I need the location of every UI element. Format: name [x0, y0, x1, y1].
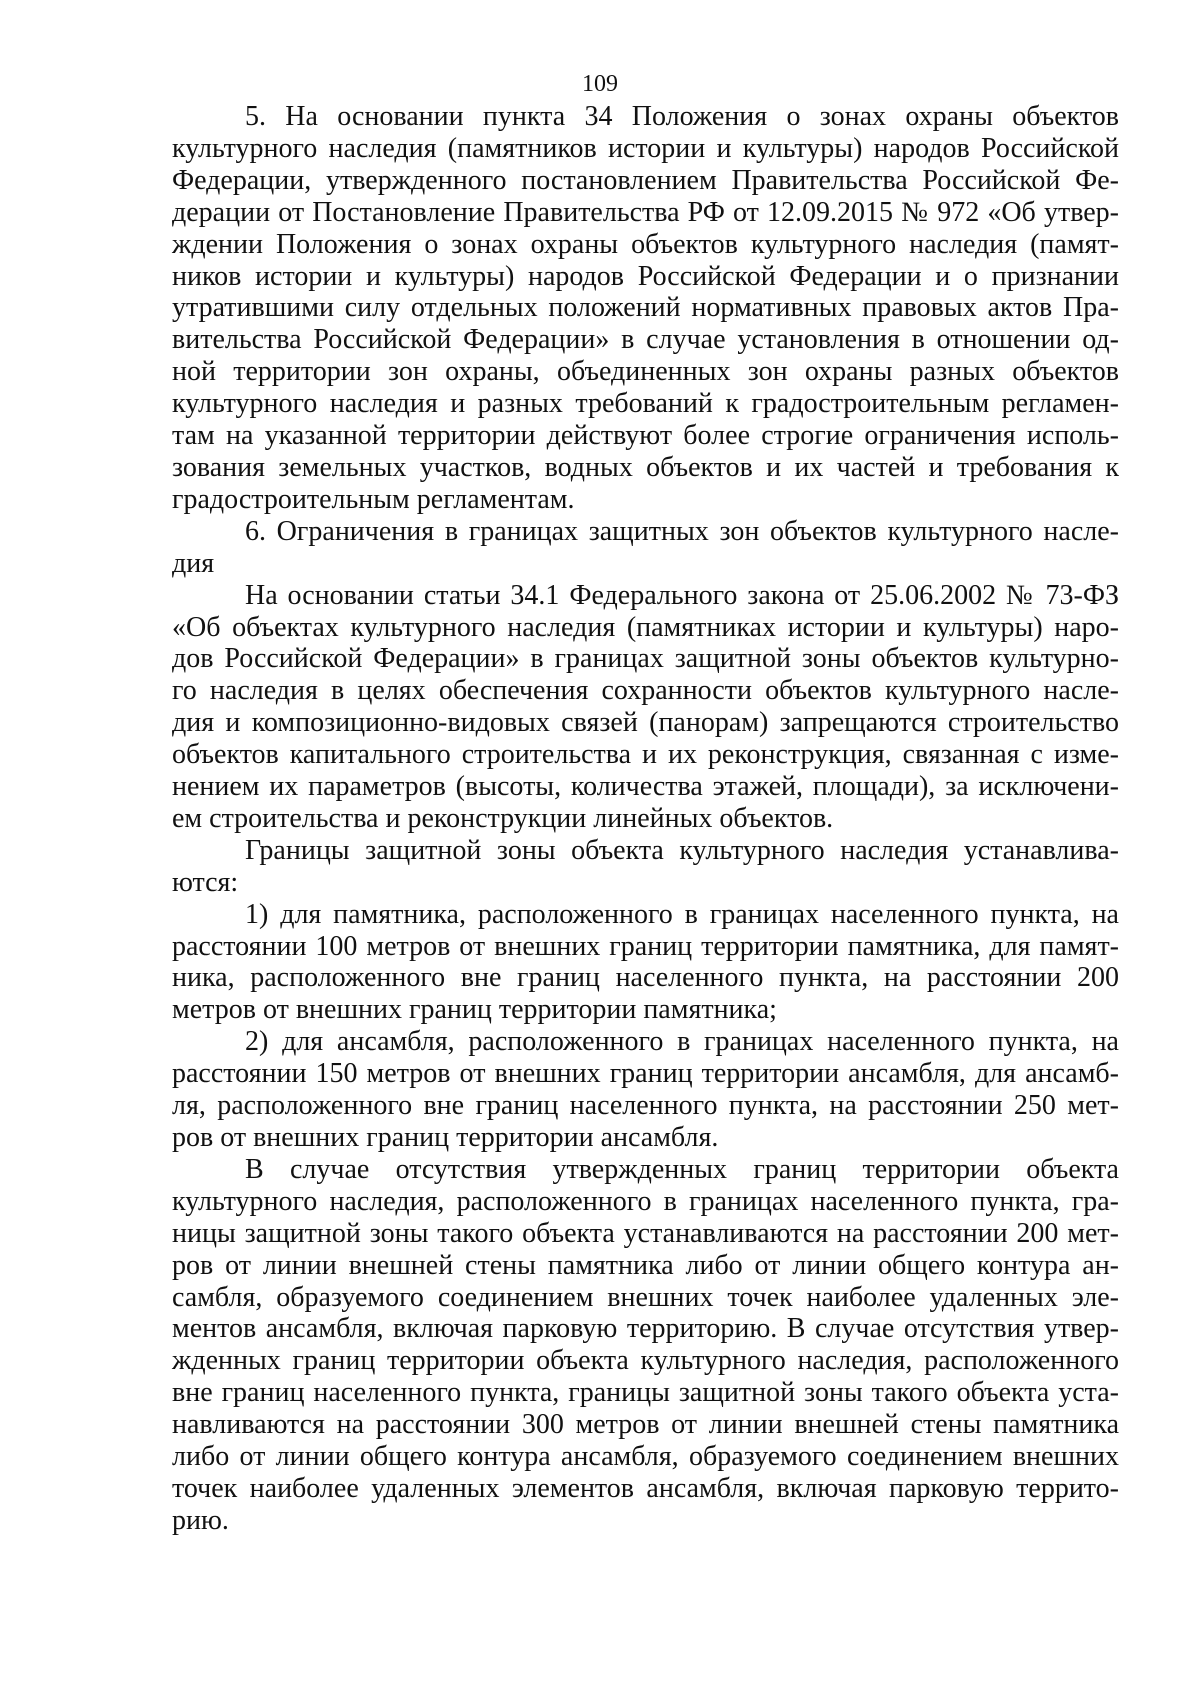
text-line: 6. Ограничения в границах защитных зон объектов культурного насле-	[245, 515, 1119, 547]
text-line: На основании статьи 34.1 Федерального закона от 25.06.2002 № 73-ФЗ	[245, 579, 1119, 611]
text-line: го наследия в целях обеспечения сохранности объектов культурного насле-	[172, 675, 1119, 707]
text-line: дия и композиционно-видовых связей (панорам) запрещаются строительство	[172, 707, 1119, 739]
text-line: ров от внешних границ территории ансамбля.	[172, 1122, 719, 1153]
text-line: ницы защитной зоны такого объекта устанавливаются на расстоянии 200 мет-	[172, 1217, 1119, 1249]
text-line: либо от линии общего контура ансамбля, образуемого соединением внешних	[172, 1441, 1119, 1473]
page-number: 109	[582, 71, 618, 97]
list-item-ensemble	[172, 1026, 1119, 1154]
text-line: навливаются на расстоянии 300 метров от линии внешней стены памятника	[172, 1409, 1119, 1441]
text-line: дерации от Постановление Правительства РФ от 12.09.2015 № 972 «Об утвер-	[172, 196, 1119, 228]
text-line: расстоянии 100 метров от внешних границ территории памятника, для памят-	[172, 930, 1119, 962]
text-line: 1) для памятника, расположенного в границах населенного пункта, на	[245, 898, 1119, 930]
text-line: утратившими силу отдельных положений нормативных правовых актов Пра-	[172, 292, 1119, 324]
text-line: ем строительства и реконструкции линейных объектов.	[172, 802, 834, 834]
text-line: метров от внешних границ территории памятника;	[172, 994, 777, 1026]
text-line: дия	[172, 547, 215, 579]
text-line: вительства Российской Федерации» в случае установления в отношении од-	[172, 324, 1119, 356]
text-line: точек наиболее удаленных элементов ансамбля, включая парковую террито-	[172, 1472, 1119, 1504]
paragraph-5-protection-zones	[172, 101, 1119, 516]
text-line: 5. На основании пункта 34 Положения о зонах охраны объектов	[245, 101, 1119, 132]
text-line: культурного наследия и разных требований к градостроительным регламен-	[172, 388, 1119, 420]
text-line: ров от линии внешней стены памятника либо от линии общего контура ан-	[172, 1249, 1119, 1281]
text-line: градостроительным регламентам.	[172, 483, 575, 515]
text-line: расстоянии 150 метров от внешних границ территории ансамбля, для ансамб-	[172, 1058, 1119, 1090]
document-body	[172, 101, 1119, 1537]
text-line: ментов ансамбля, включая парковую территорию. В случае отсутствия утвер-	[172, 1313, 1119, 1345]
text-line: нением их параметров (высоты, количества этажей, площади), за исключени-	[172, 771, 1119, 803]
text-line: Границы защитной зоны объекта культурного наследия устанавлива-	[245, 834, 1119, 866]
text-line: жденных границ территории объекта культурного наследия, расположенного	[172, 1345, 1119, 1377]
text-line: самбля, образуемого соединением внешних точек наиболее удаленных эле-	[172, 1281, 1119, 1313]
text-line: вне границ населенного пункта, границы защитной зоны такого объекта уста-	[172, 1377, 1119, 1409]
text-line: культурного наследия (памятников истории и культуры) народов Российской	[172, 132, 1119, 164]
text-line: ника, расположенного вне границ населенного пункта, на расстоянии 200	[172, 962, 1119, 994]
text-line: там на указанной территории действуют более строгие ограничения исполь-	[172, 420, 1119, 452]
text-line: ной территории зон охраны, объединенных зон охраны разных объектов	[172, 356, 1119, 388]
text-line: В случае отсутствия утвержденных границ территории объекта	[245, 1153, 1119, 1185]
text-line: «Об объектах культурного наследия (памятниках истории и культуры) наро-	[172, 611, 1119, 643]
text-line: ников истории и культуры) народов Российской Федерации и о признании	[172, 260, 1119, 292]
text-line: культурного наследия, расположенного в границах населенного пункта, гра-	[172, 1185, 1119, 1217]
text-line: 2) для ансамбля, расположенного в границах населенного пункта, на	[245, 1026, 1119, 1058]
text-line: Федерации, утвержденного постановлением Правительства Российской Фе-	[172, 164, 1119, 196]
text-line: ются:	[172, 866, 239, 898]
text-line: зования земельных участков, водных объектов и их частей и требования к	[172, 451, 1119, 483]
paragraph-6-heading	[172, 516, 1119, 580]
paragraph-article-34-1	[172, 580, 1119, 835]
text-line: объектов капитального строительства и их реконструкция, связанная с изме-	[172, 739, 1119, 771]
text-line: дов Российской Федерации» в границах защитной зоны объектов культурно-	[172, 643, 1119, 675]
text-line: ля, расположенного вне границ населенного пункта, на расстоянии 250 мет-	[172, 1090, 1119, 1122]
paragraph-boundaries-intro	[172, 835, 1119, 899]
paragraph-no-approved-boundaries	[172, 1154, 1119, 1537]
text-line: рию.	[172, 1504, 229, 1536]
list-item-monument	[172, 899, 1119, 1027]
text-line: ждении Положения о зонах охраны объектов культурного наследия (памят-	[172, 228, 1119, 260]
